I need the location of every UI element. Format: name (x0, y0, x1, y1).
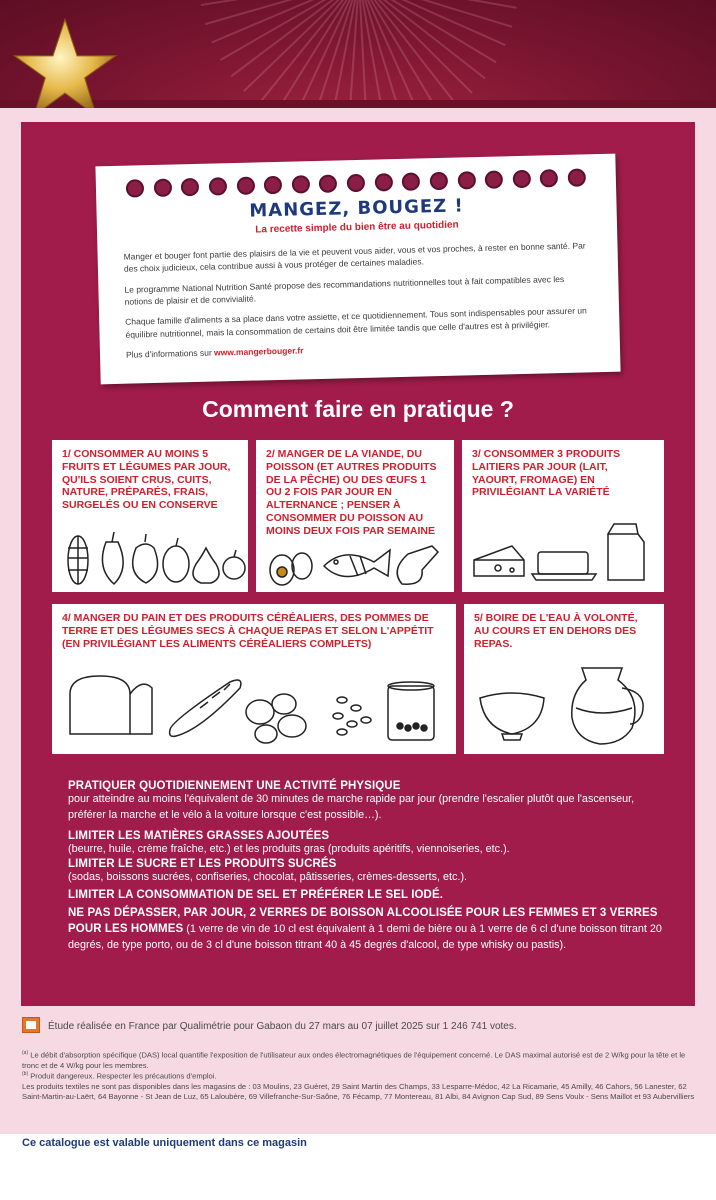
festive-banner (0, 0, 716, 108)
card-2-text: 2/ MANGER DE LA VIANDE, DU POISSON (ET AUTRES PRODUITS DE LA PÊCHE) OU DES ŒUFS 1 OU 2 FOIS PAR JOUR EN ALTERNANCE ; PENSER À CONSOMMER DU POISSON AU MOINS DEUX FOIS PAR SEMAINE (266, 448, 437, 537)
notepad-hole (209, 177, 227, 195)
notepad-hole (181, 178, 199, 196)
notepad-hole (291, 175, 309, 193)
dairy-products-icon (468, 510, 660, 588)
notepad-hole (485, 170, 503, 188)
danger-footnote-mark: (b) (22, 1071, 29, 1078)
notepad-hole (153, 179, 171, 197)
note-paragraph-3: Chaque famille d'aliments a sa place dans votre assiette, et ce quotidiennement. Tous sont indispensables pour assurer un équilibre nutritionnel, mais la consommation de certains doit être limitée tandis que celle d'autres est à privilégier. (125, 305, 587, 340)
activity-text: pour atteindre au moins l'équivalent de 30 minutes de marche rapide par jour (prendre l'escalier plutôt que l'ascenseur, préférer la marche et le vélo à la voiture lorsque c'est possible…). (68, 793, 635, 821)
legal-fine-print (22, 1050, 696, 1102)
lifestyle-tips (68, 780, 668, 961)
textiles-note: Les produits textiles ne sont pas disponibles dans les magasins de : 03 Moulins, 23 Guéret, 29 Saint Martin des Champs, 33 Lesparre-Médoc, 42 La Ricamarie, 45 Amilly, 46 Cahors, 56 Lanester, 62 Saint-Martin-au-Laërt, 64 Bayonne - St Jean de Luz, 65 Laloubère, 69 Villefranche-Sur-Saône, 76 Fécamp, 77 Montereau, 81 Albi, 84 Avignon Cap Sud, 89 Sens Voulx - Sens Maillot et 93 Aubervilliers (22, 1081, 695, 1102)
notepad-hole (568, 168, 586, 186)
notepad-hole (347, 174, 365, 192)
sugar-text: (sodas, boissons sucrées, confiseries, chocolat, pâtisseries, crèmes-desserts, etc.). (68, 870, 468, 883)
card-fruits-vegetables (52, 440, 248, 592)
notepad-hole (374, 173, 392, 191)
fat-text: (beurre, huile, crème fraîche, etc.) et les produits gras (produits apéritifs, viennoiseries, etc.). (68, 843, 510, 856)
catalogue-validity: Ce catalogue est valable uniquement dans ce magasin (22, 1137, 307, 1149)
danger-footnote: Produit dangereux. Respecter les précautions d'emploi. (28, 1071, 217, 1081)
water-jug-icon (472, 658, 658, 750)
notepad-hole (264, 176, 282, 194)
bread-cereals-icon (60, 664, 450, 748)
fat-heading: LIMITER LES MATIÈRES GRASSES AJOUTÉES (68, 830, 330, 843)
sugar-heading: LIMITER LE SUCRE ET LES PRODUITS SUCRÉS (68, 857, 337, 870)
card-dairy (462, 440, 664, 592)
note-paragraph-2: Le programme National Nutrition Santé propose des recommandations nutritionnelles tout à fait compatibles avec les notions de plaisir et de convivialité. (124, 273, 565, 307)
mangerbouger-link[interactable]: www.mangerbouger.fr (213, 345, 304, 358)
mangez-bougez-note (95, 154, 620, 385)
survey-badge-icon (22, 1017, 40, 1033)
das-footnote-mark: (a) (22, 1050, 29, 1056)
note-title: MANGEZ, BOUGEZ ! (249, 195, 464, 222)
notepad-hole (512, 170, 530, 188)
fruits-vegetables-icon (56, 528, 246, 588)
note-paragraph-1: Manger et bouger font partie des plaisirs de la vie et peuvent vous aider, vous et vos proches, à rester en bonne santé. Par des choix judicieux, cela contribue aussi à vous protéger de certaines maladies. (123, 240, 586, 275)
footer-divider (0, 1132, 716, 1134)
activity-heading: PRATIQUER QUOTIDIENNEMENT UNE ACTIVITÉ PHYSIQUE (68, 780, 401, 792)
card-4-text: 4/ MANGER DU PAIN ET DES PRODUITS CÉRÉALIERS, DES POMMES DE TERRE ET DES LÉGUMES SECS À CHAQUE REPAS ET SELON L'APPÉTIT (EN PRIVILÉGIANT LES ALIMENTS CÉRÉALIERS COMPLETS) (62, 612, 434, 650)
note-subtitle: La recette simple du bien être au quotidien (255, 219, 459, 236)
notepad-hole (236, 177, 254, 195)
more-info-prefix: Plus d'informations sur (125, 347, 215, 360)
card-5-text: 5/ BOIRE DE L'EAU À VOLONTÉ, AU COURS ET EN DEHORS DES REPAS. (474, 612, 638, 650)
banner-ray (347, 0, 360, 108)
note-more-info (126, 337, 594, 361)
card-1-text: 1/ CONSOMMER AU MOINS 5 FRUITS ET LÉGUMES PAR JOUR, QU'ILS SOIENT CRUS, CUITS, NATURE, PRÉPARÉS, FRAIS, SURGELÉS OU EN CONSERVE (62, 448, 231, 512)
das-footnote: Le débit d'absorption spécifique (DAS) local quantifie l'exposition de l'utilisateur aux ondes électromagnétiques de l'équipement concerné. Le DAS maximal autorisé est de 2 W/kg pour la tête et le tronc et de 4 W/kg pour les membres. (22, 1050, 686, 1070)
notepad-hole (540, 169, 558, 187)
meat-fish-eggs-icon (262, 540, 452, 588)
card-3-text: 3/ CONSOMMER 3 PRODUITS LAITIERS PAR JOUR (LAIT, YAOURT, FROMAGE) EN PRIVILÉGIANT LA VARIÉTÉ (472, 448, 621, 499)
section-heading: Comment faire en pratique ? (202, 396, 514, 422)
salt-heading: LIMITER LA CONSOMMATION DE SEL ET PRÉFÉRER LE SEL IODÉ. (68, 888, 444, 901)
card-meat-fish-eggs (256, 440, 454, 592)
gold-star-icon (10, 14, 120, 108)
alcohol-text: (1 verre de vin de 10 cl est équivalent à 1 demi de bière ou à 1 verre de 6 cl d'une boisson titrant 20 degrés, de type porto, ou de 3 cl d'une boisson titrant 40 à 45 degrés d'alcool, de type whisky ou pastis). (68, 923, 662, 951)
notepad-hole (319, 174, 337, 192)
banner-ray (358, 0, 368, 108)
notepad-hole (457, 171, 475, 189)
study-note: Étude réalisée en France par Qualimétrie pour Gabaon du 27 mars au 07 juillet 2025 sur 1 246 741 votes. (48, 1021, 517, 1032)
notepad-hole (126, 179, 144, 197)
notepad-hole (430, 172, 448, 190)
card-water (464, 604, 664, 754)
notepad-hole (402, 172, 420, 190)
alcohol-heading: NE PAS DÉPASSER, PAR JOUR, 2 VERRES DE BOISSON ALCOOLISÉE POUR LES FEMMES ET 3 VERRES POUR LES HOMMES (68, 906, 658, 936)
card-cereals (52, 604, 456, 754)
